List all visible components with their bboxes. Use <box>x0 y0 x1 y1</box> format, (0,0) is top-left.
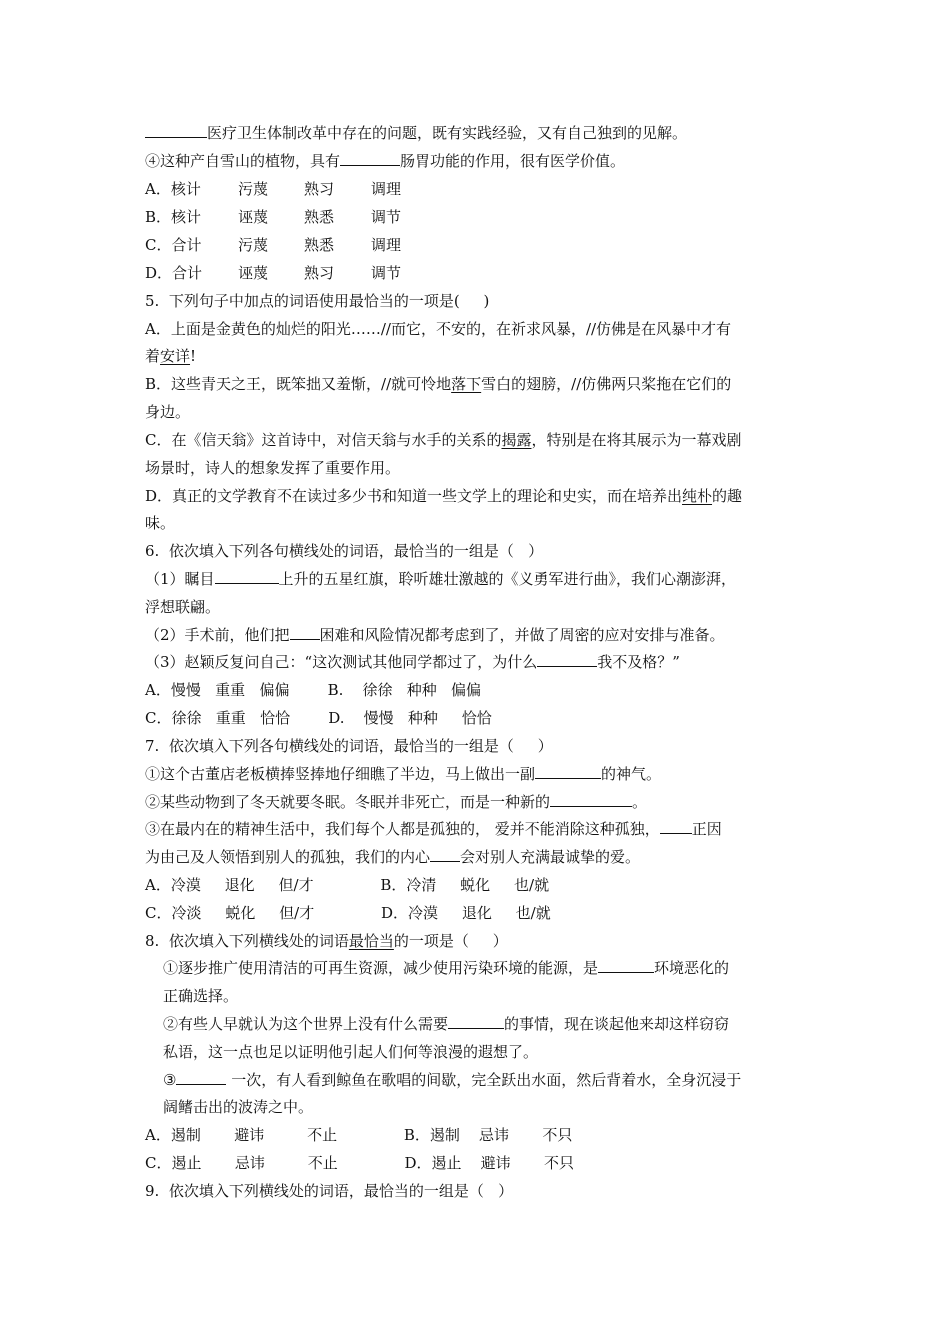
text-line: 阔鳍击出的波涛之中。 <box>163 1098 314 1116</box>
text-line: ③ 一次，有人看到鲸鱼在歌唱的间歇，完全跃出水面，然后背着水，全身沉浸于 <box>163 1071 742 1089</box>
fill-blank <box>535 764 601 779</box>
text-line: A．上面是金黄色的灿烂的阳光……//而它，不安的，在祈求风暴，//仿佛是在风暴中才有 <box>145 320 732 338</box>
text-line: C．在《信天翁》这首诗中，对信天翁与水手的关系的揭露，特别是在将其展示为一幕戏剧 <box>145 431 742 449</box>
fill-blank <box>598 958 654 973</box>
underlined-word: 落下 <box>451 375 482 393</box>
text-line: 场景时，诗人的想象发挥了重要作用。 <box>145 459 401 477</box>
fill-blank <box>448 1014 504 1029</box>
text-line: D．真正的文学教育不在读过多少书和知道一些文学上的理论和史实，而在培养出纯朴的趣 <box>145 487 743 505</box>
underlined-word: 揭露 <box>501 431 532 449</box>
fill-blank <box>215 569 279 584</box>
fill-blank <box>290 625 320 640</box>
text-line: （1）瞩目 上升的五星红旗，聆听雄壮激越的《义勇军进行曲》，我们心潮澎湃， <box>145 570 737 588</box>
text-line: 着安详! <box>145 347 197 365</box>
fill-blank <box>537 652 597 667</box>
text-line: ④这种产自雪山的植物，具有 肠胃功能的作用，很有医学价值。 <box>145 152 626 170</box>
option-row: B．核计 诬蔑 熟悉 调节 <box>145 208 402 226</box>
text-line: ①逐步推广使用清洁的可再生资源，减少使用污染环境的能源，是 环境恶化的 <box>163 959 730 977</box>
underlined-word: 最恰当 <box>348 932 394 950</box>
text-line: （3）赵颖反复问自己：“这次测试其他同学都过了，为什么 我不及格？” <box>145 653 680 671</box>
text-line: 私语，这一点也足以证明他引起人们何等浪漫的遐想了。 <box>163 1043 539 1061</box>
fill-blank <box>550 792 632 807</box>
text-line: 医疗卫生体制改革中存在的问题，既有实践经验，又有自己独到的见解。 <box>145 123 687 143</box>
question-6-stem: 6. 依次填入下列各句横线处的词语，最恰当的一组是（ ） <box>145 542 544 560</box>
fill-blank <box>660 819 692 834</box>
text-line: 正确选择。 <box>163 987 239 1005</box>
option-row: A．慢慢 重重 偏偏 B. 徐徐 种种 偏偏 <box>145 681 482 699</box>
option-row: C．冷淡 蜕化 但/才 D．冷漠 退化 也/就 <box>145 904 551 922</box>
question-5-stem: 5. 下列句子中加点的词语使用最恰当的一项是( ) <box>145 292 490 310</box>
underlined-word: 纯朴 <box>682 487 713 505</box>
text-line: 味。 <box>145 514 176 532</box>
text-line: 为由己及人领悟到别人的孤独，我们的内心 会对别人充满最诚挚的爱。 <box>145 848 641 866</box>
option-row: D．合计 诬蔑 熟习 调节 <box>145 264 402 282</box>
fill-blank <box>430 847 460 862</box>
option-row: C．遏止 忌讳 不止 D．遏止 避讳 不只 <box>145 1154 574 1172</box>
option-row: C．合计 污蔑 熟悉 调理 <box>145 236 402 254</box>
option-row: A．遏制 避讳 不止 B．遏制 忌讳 不只 <box>145 1126 573 1144</box>
option-row: A．核计 污蔑 熟习 调理 <box>145 180 402 198</box>
text-line: 浮想联翩。 <box>145 598 221 616</box>
text-line: （2）手术前，他们把 困难和风险情况都考虑到了，并做了周密的应对安排与准备。 <box>145 626 725 644</box>
option-row: C．徐徐 重重 恰恰 D. 慢慢 种种 恰恰 <box>145 709 492 727</box>
question-7-stem: 7. 依次填入下列各句横线处的词语，最恰当的一组是（ ） <box>145 737 553 755</box>
text-line: ①这个古董店老板横捧竖捧地仔细瞧了半边，马上做出一副 的神气。 <box>145 765 662 783</box>
text-line: ②有些人早就认为这个世界上没有什么需要 的事情，现在谈起他来却这样窃窃 <box>163 1015 730 1033</box>
question-9-stem: 9. 依次填入下列横线处的词语，最恰当的一组是（ ） <box>145 1182 514 1200</box>
text-line: ③在最内在的精神生活中，我们每个人都是孤独的， 爱并不能消除这种孤独， 正因 <box>145 820 722 838</box>
fill-blank <box>145 123 207 138</box>
underlined-word: 安详 <box>160 347 191 365</box>
text-line: 身边。 <box>145 403 191 421</box>
option-row: A．冷漠 退化 但/才 B．冷清 蜕化 也/就 <box>145 876 550 894</box>
text-line: ②某些动物到了冬天就要冬眠。冬眠并非死亡，而是一种新的 。 <box>145 793 648 811</box>
fill-blank <box>340 151 400 166</box>
text-line: B．这些青天之王，既笨拙又羞惭，//就可怜地落下雪白的翅膀，//仿佛两只桨拖在它们的 <box>145 375 732 393</box>
question-8-stem: 8. 依次填入下列横线处的词语最恰当的一项是（ ） <box>145 932 508 950</box>
fill-blank <box>176 1070 226 1085</box>
